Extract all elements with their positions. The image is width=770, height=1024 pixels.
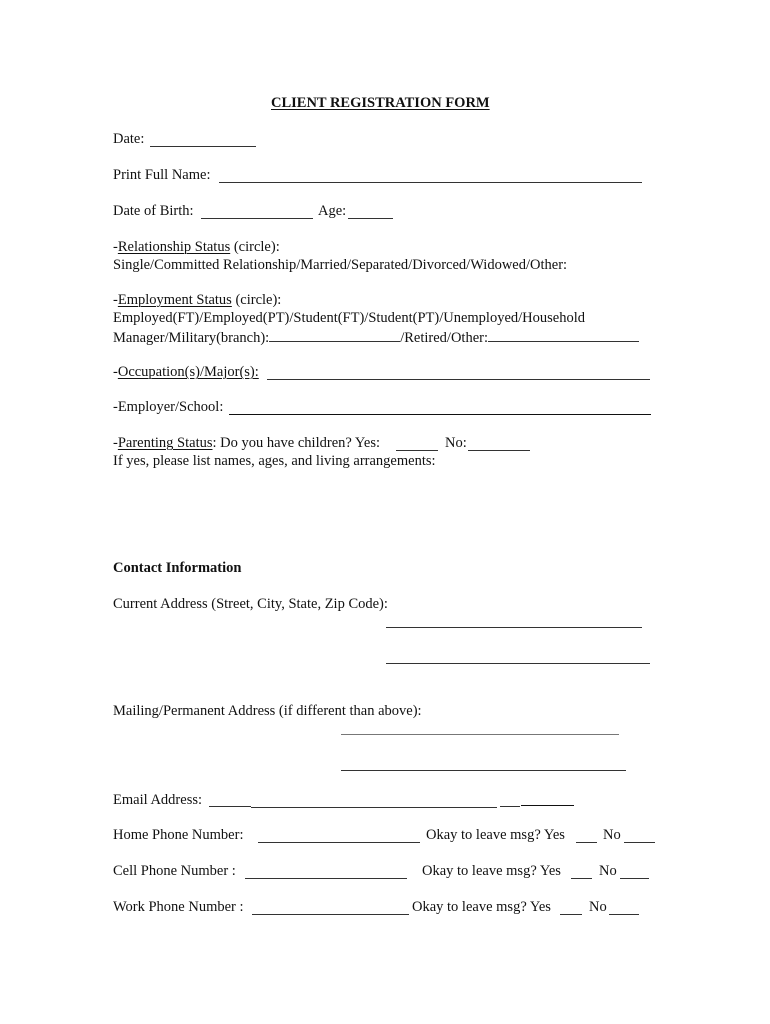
relationship-status-heading — [113, 238, 280, 256]
work-phone-msg-no-label: No — [589, 899, 607, 915]
dob-field[interactable] — [201, 218, 313, 219]
parenting-question: : Do you have children? Yes: — [212, 435, 381, 451]
employment-prefix: - — [113, 292, 118, 308]
children-no-field[interactable] — [468, 450, 530, 451]
employment-suffix: (circle): — [231, 292, 282, 308]
retired-other-label[interactable]: /Retired/Other: — [400, 330, 488, 346]
cell-phone-label: Cell Phone Number : — [113, 863, 236, 879]
mailing-address-label: Mailing/Permanent Address (if different than above): — [113, 703, 422, 719]
home-phone-field[interactable] — [258, 842, 420, 843]
form-title: CLIENT REGISTRATION FORM — [271, 95, 490, 111]
occupation-field[interactable] — [267, 379, 650, 380]
employer-label: -Employer/School: — [113, 399, 224, 415]
employment-status-heading — [113, 291, 281, 309]
full-name-label: Print Full Name: — [113, 167, 211, 183]
work-phone-msg-no[interactable] — [609, 914, 639, 915]
dob-label: Date of Birth: — [113, 203, 194, 219]
children-yes-field[interactable] — [396, 450, 438, 451]
military-branch-label[interactable]: Manager/Military(branch): — [113, 330, 270, 346]
parenting-status-line — [113, 434, 380, 452]
contact-info-heading: Contact Information — [113, 560, 242, 576]
military-branch-field[interactable] — [269, 327, 400, 342]
work-phone-msg-question: Okay to leave msg? Yes — [412, 899, 551, 915]
home-phone-msg-no-label: No — [603, 827, 621, 843]
cell-phone-msg-yes[interactable] — [571, 878, 592, 879]
date-field[interactable] — [150, 146, 256, 147]
current-address-label: Current Address (Street, City, State, Zip Code): — [113, 596, 388, 612]
work-phone-field[interactable] — [252, 914, 409, 915]
email-field-segment-1[interactable] — [209, 806, 251, 807]
relationship-heading: Relationship Status — [117, 239, 231, 255]
children-details-prompt: If yes, please list names, ages, and living arrangements: — [113, 453, 436, 469]
home-phone-msg-question: Okay to leave msg? Yes — [426, 827, 565, 843]
employer-field[interactable] — [229, 414, 651, 415]
occupation-prefix: - — [113, 364, 118, 380]
relationship-prefix: - — [113, 239, 118, 255]
work-phone-label: Work Phone Number : — [113, 899, 244, 915]
employment-heading: Employment Status — [117, 292, 232, 308]
home-phone-label: Home Phone Number: — [113, 827, 244, 843]
cell-phone-msg-no[interactable] — [620, 878, 649, 879]
mailing-address-line-2[interactable] — [341, 770, 626, 771]
relationship-suffix: (circle): — [230, 239, 280, 255]
email-field-segment-2[interactable] — [500, 806, 520, 807]
cell-phone-msg-no-label: No — [599, 863, 617, 879]
employment-options-line1[interactable]: Employed(FT)/Employed(PT)/Student(FT)/Student(PT)/Unemployed/Household — [113, 310, 586, 326]
current-address-line-2[interactable] — [386, 663, 650, 664]
employment-options-line2 — [113, 327, 639, 347]
email-label: Email Address: — [113, 792, 203, 808]
employment-other-field[interactable] — [488, 327, 639, 342]
email-field-segment-3[interactable] — [521, 805, 574, 806]
cell-phone-msg-question: Okay to leave msg? Yes — [422, 863, 561, 879]
children-no-label: No: — [445, 435, 467, 451]
home-phone-msg-no[interactable] — [624, 842, 655, 843]
current-address-line-1[interactable] — [386, 627, 642, 628]
work-phone-msg-yes[interactable] — [560, 914, 582, 915]
parenting-heading: Parenting Status — [117, 435, 213, 451]
home-phone-msg-yes[interactable] — [576, 842, 597, 843]
cell-phone-field[interactable] — [245, 878, 407, 879]
mailing-address-line-1[interactable] — [341, 734, 619, 735]
age-field[interactable] — [348, 218, 393, 219]
age-label: Age: — [318, 203, 347, 219]
relationship-options[interactable]: Single/Committed Relationship/Married/Separated/Divorced/Widowed/Other: — [113, 257, 568, 273]
date-label: Date: — [113, 131, 145, 147]
occupation-heading — [113, 363, 259, 381]
full-name-field[interactable] — [219, 182, 642, 183]
occupation-label: Occupation(s)/Major(s): — [117, 364, 259, 380]
parenting-prefix: - — [113, 435, 118, 451]
email-field[interactable] — [251, 807, 497, 808]
